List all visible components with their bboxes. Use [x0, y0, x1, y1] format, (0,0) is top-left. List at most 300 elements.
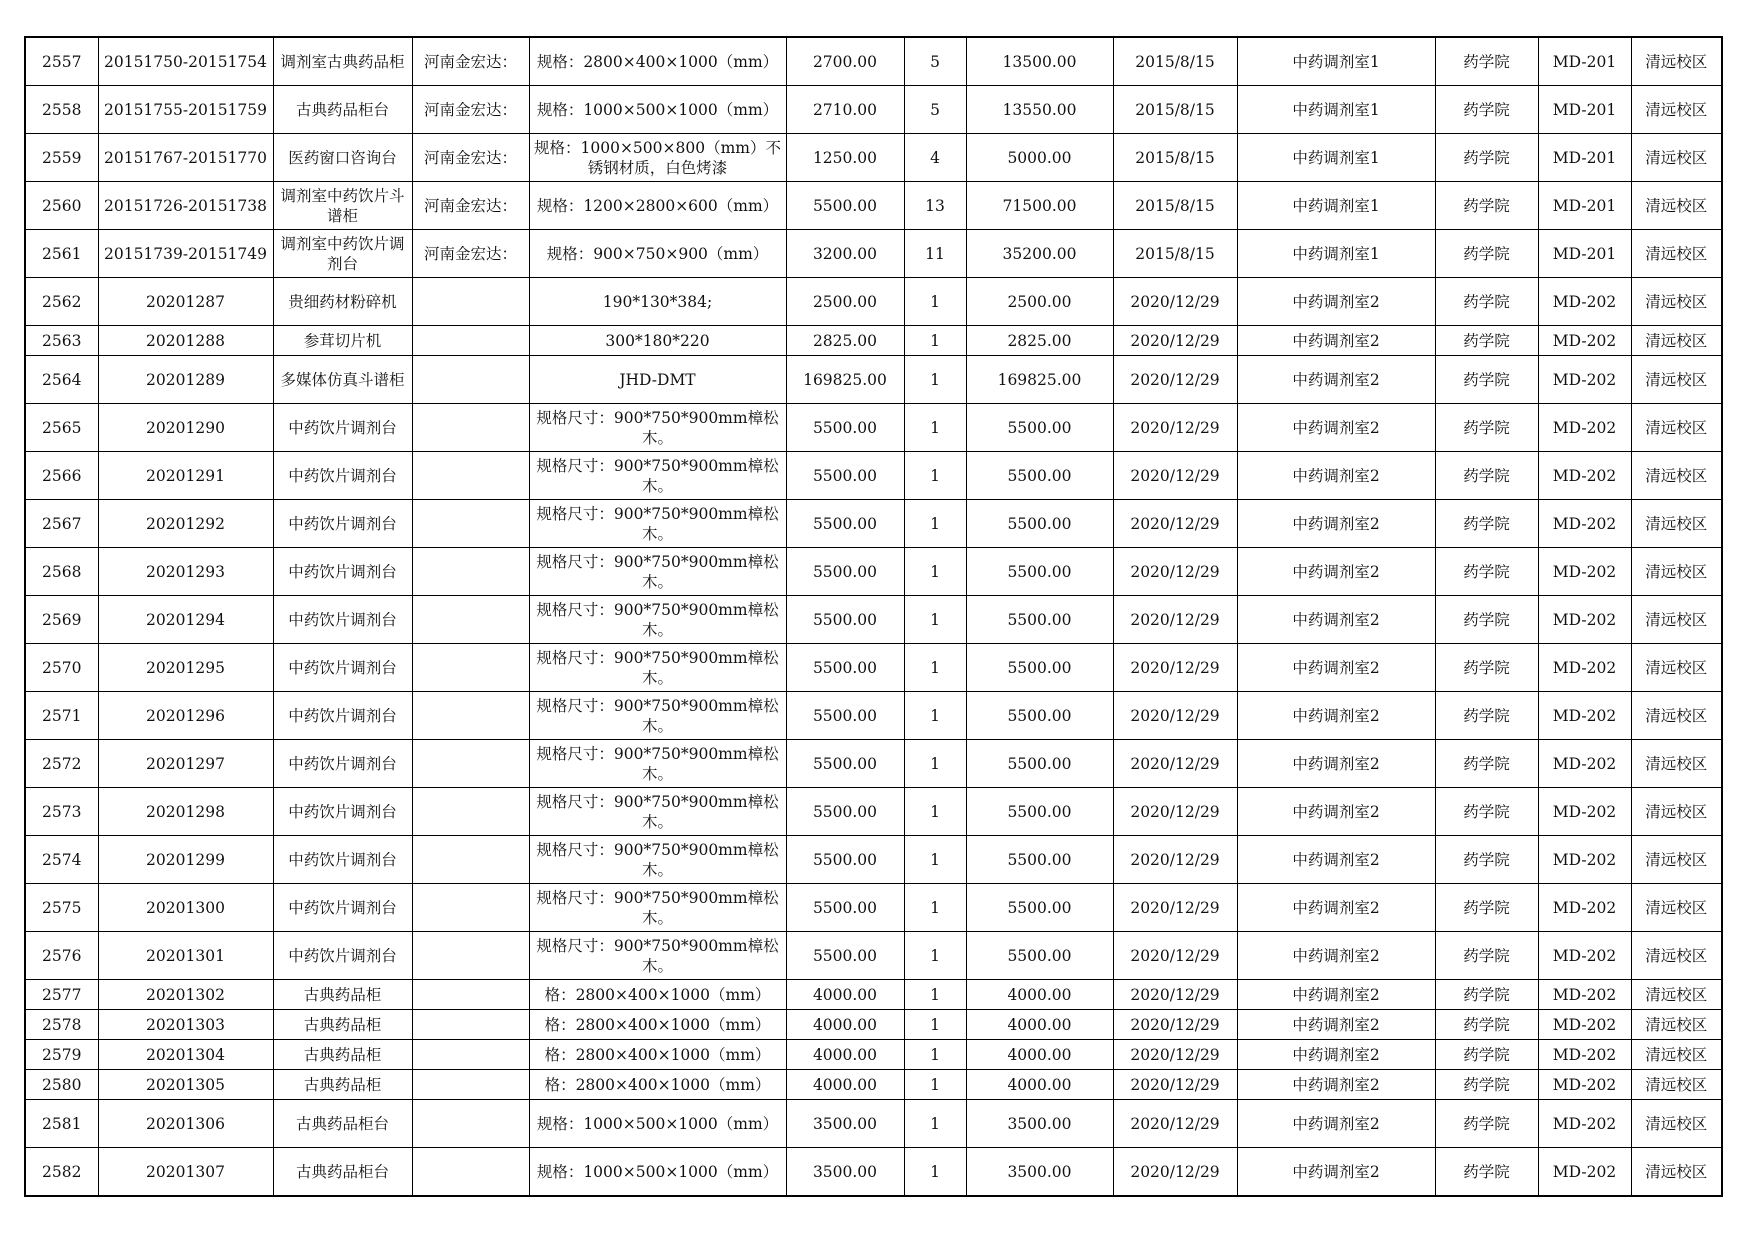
purchase-date-cell: 2015/8/15 — [1113, 182, 1237, 230]
unit-price-cell: 4000.00 — [786, 1070, 904, 1100]
campus-cell: 清远校区 — [1631, 1148, 1722, 1197]
unit-price-cell: 5500.00 — [786, 788, 904, 836]
vendor-cell — [412, 1148, 529, 1197]
amount-cell: 3500.00 — [966, 1100, 1113, 1148]
department-cell: 药学院 — [1435, 1100, 1538, 1148]
spec-cell: 190*130*384; — [529, 278, 786, 326]
vendor-cell: 河南金宏达： — [412, 86, 529, 134]
vendor-cell — [412, 278, 529, 326]
amount-cell: 5500.00 — [966, 500, 1113, 548]
campus-cell: 清远校区 — [1631, 356, 1722, 404]
department-cell: 药学院 — [1435, 500, 1538, 548]
item-name-cell: 中药饮片调剂台 — [273, 404, 412, 452]
location-cell: 中药调剂室1 — [1237, 230, 1435, 278]
campus-cell: 清远校区 — [1631, 37, 1722, 86]
amount-cell: 5500.00 — [966, 692, 1113, 740]
table-row — [25, 1100, 1722, 1148]
room-code-cell: MD-202 — [1538, 356, 1631, 404]
amount-cell: 13500.00 — [966, 37, 1113, 86]
room-code-cell: MD-202 — [1538, 1070, 1631, 1100]
spec-cell: 规格尺寸：900*750*900mm樟松木。 — [529, 932, 786, 980]
location-cell: 中药调剂室2 — [1237, 548, 1435, 596]
campus-cell: 清远校区 — [1631, 86, 1722, 134]
campus-cell: 清远校区 — [1631, 404, 1722, 452]
unit-price-cell: 2825.00 — [786, 326, 904, 356]
vendor-cell — [412, 500, 529, 548]
amount-cell: 5500.00 — [966, 644, 1113, 692]
vendor-cell — [412, 1010, 529, 1040]
quantity-cell: 1 — [904, 980, 966, 1010]
location-cell: 中药调剂室2 — [1237, 1040, 1435, 1070]
department-cell: 药学院 — [1435, 836, 1538, 884]
unit-price-cell: 3500.00 — [786, 1100, 904, 1148]
asset-sheet — [24, 36, 1721, 1197]
campus-cell: 清远校区 — [1631, 1070, 1722, 1100]
campus-cell: 清远校区 — [1631, 596, 1722, 644]
unit-price-cell: 5500.00 — [786, 932, 904, 980]
purchase-date-cell: 2020/12/29 — [1113, 932, 1237, 980]
unit-price-cell: 5500.00 — [786, 692, 904, 740]
department-cell: 药学院 — [1435, 884, 1538, 932]
department-cell: 药学院 — [1435, 548, 1538, 596]
room-code-cell: MD-202 — [1538, 452, 1631, 500]
seq-cell: 2578 — [25, 1010, 98, 1040]
vendor-cell — [412, 326, 529, 356]
quantity-cell: 1 — [904, 278, 966, 326]
seq-cell: 2560 — [25, 182, 98, 230]
item-name-cell: 古典药品柜 — [273, 1040, 412, 1070]
vendor-cell — [412, 692, 529, 740]
asset-code-cell: 20151739-20151749 — [98, 230, 273, 278]
vendor-cell — [412, 1070, 529, 1100]
purchase-date-cell: 2020/12/29 — [1113, 1100, 1237, 1148]
unit-price-cell: 169825.00 — [786, 356, 904, 404]
unit-price-cell: 1250.00 — [786, 134, 904, 182]
location-cell: 中药调剂室1 — [1237, 182, 1435, 230]
seq-cell: 2577 — [25, 980, 98, 1010]
spec-cell: 格：2800×400×1000（mm） — [529, 1010, 786, 1040]
vendor-cell — [412, 596, 529, 644]
quantity-cell: 5 — [904, 86, 966, 134]
asset-code-cell: 20201301 — [98, 932, 273, 980]
campus-cell: 清远校区 — [1631, 1100, 1722, 1148]
amount-cell: 5500.00 — [966, 452, 1113, 500]
seq-cell: 2564 — [25, 356, 98, 404]
amount-cell: 4000.00 — [966, 1040, 1113, 1070]
item-name-cell: 调剂室古典药品柜 — [273, 37, 412, 86]
item-name-cell: 中药饮片调剂台 — [273, 644, 412, 692]
item-name-cell: 多媒体仿真斗谱柜 — [273, 356, 412, 404]
asset-code-cell: 20151755-20151759 — [98, 86, 273, 134]
seq-cell: 2558 — [25, 86, 98, 134]
unit-price-cell: 5500.00 — [786, 500, 904, 548]
spec-cell: 规格：900×750×900（mm） — [529, 230, 786, 278]
purchase-date-cell: 2020/12/29 — [1113, 404, 1237, 452]
room-code-cell: MD-202 — [1538, 596, 1631, 644]
department-cell: 药学院 — [1435, 356, 1538, 404]
room-code-cell: MD-202 — [1538, 644, 1631, 692]
asset-code-cell: 20201299 — [98, 836, 273, 884]
seq-cell: 2561 — [25, 230, 98, 278]
seq-cell: 2572 — [25, 740, 98, 788]
purchase-date-cell: 2020/12/29 — [1113, 836, 1237, 884]
table-row — [25, 1148, 1722, 1197]
quantity-cell: 1 — [904, 452, 966, 500]
spec-cell: 300*180*220 — [529, 326, 786, 356]
vendor-cell — [412, 644, 529, 692]
table-row — [25, 884, 1722, 932]
room-code-cell: MD-202 — [1538, 884, 1631, 932]
table-row — [25, 836, 1722, 884]
asset-code-cell: 20201298 — [98, 788, 273, 836]
location-cell: 中药调剂室2 — [1237, 596, 1435, 644]
purchase-date-cell: 2020/12/29 — [1113, 1040, 1237, 1070]
quantity-cell: 1 — [904, 1010, 966, 1040]
unit-price-cell: 5500.00 — [786, 548, 904, 596]
item-name-cell: 贵细药材粉碎机 — [273, 278, 412, 326]
amount-cell: 2825.00 — [966, 326, 1113, 356]
room-code-cell: MD-201 — [1538, 182, 1631, 230]
purchase-date-cell: 2020/12/29 — [1113, 1010, 1237, 1040]
room-code-cell: MD-202 — [1538, 1010, 1631, 1040]
location-cell: 中药调剂室2 — [1237, 644, 1435, 692]
spec-cell: 规格尺寸：900*750*900mm樟松木。 — [529, 884, 786, 932]
item-name-cell: 中药饮片调剂台 — [273, 740, 412, 788]
table-row — [25, 182, 1722, 230]
room-code-cell: MD-202 — [1538, 836, 1631, 884]
purchase-date-cell: 2015/8/15 — [1113, 134, 1237, 182]
seq-cell: 2580 — [25, 1070, 98, 1100]
table-row — [25, 740, 1722, 788]
location-cell: 中药调剂室2 — [1237, 1010, 1435, 1040]
vendor-cell — [412, 1040, 529, 1070]
unit-price-cell: 5500.00 — [786, 884, 904, 932]
seq-cell: 2575 — [25, 884, 98, 932]
location-cell: 中药调剂室2 — [1237, 692, 1435, 740]
asset-code-cell: 20201300 — [98, 884, 273, 932]
item-name-cell: 参茸切片机 — [273, 326, 412, 356]
room-code-cell: MD-202 — [1538, 278, 1631, 326]
vendor-cell — [412, 740, 529, 788]
seq-cell: 2568 — [25, 548, 98, 596]
location-cell: 中药调剂室1 — [1237, 37, 1435, 86]
asset-code-cell: 20201302 — [98, 980, 273, 1010]
item-name-cell: 中药饮片调剂台 — [273, 836, 412, 884]
department-cell: 药学院 — [1435, 644, 1538, 692]
seq-cell: 2571 — [25, 692, 98, 740]
asset-code-cell: 20201304 — [98, 1040, 273, 1070]
vendor-cell — [412, 452, 529, 500]
amount-cell: 4000.00 — [966, 980, 1113, 1010]
department-cell: 药学院 — [1435, 1148, 1538, 1197]
amount-cell: 5000.00 — [966, 134, 1113, 182]
spec-cell: 格：2800×400×1000（mm） — [529, 1070, 786, 1100]
room-code-cell: MD-202 — [1538, 404, 1631, 452]
asset-code-cell: 20201289 — [98, 356, 273, 404]
item-name-cell: 中药饮片调剂台 — [273, 884, 412, 932]
location-cell: 中药调剂室2 — [1237, 278, 1435, 326]
purchase-date-cell: 2020/12/29 — [1113, 1070, 1237, 1100]
location-cell: 中药调剂室2 — [1237, 884, 1435, 932]
asset-code-cell: 20201297 — [98, 740, 273, 788]
location-cell: 中药调剂室2 — [1237, 1100, 1435, 1148]
department-cell: 药学院 — [1435, 980, 1538, 1010]
spec-cell: 规格：1000×500×1000（mm） — [529, 86, 786, 134]
asset-code-cell: 20201291 — [98, 452, 273, 500]
amount-cell: 5500.00 — [966, 740, 1113, 788]
seq-cell: 2566 — [25, 452, 98, 500]
seq-cell: 2559 — [25, 134, 98, 182]
asset-code-cell: 20151750-20151754 — [98, 37, 273, 86]
room-code-cell: MD-202 — [1538, 740, 1631, 788]
table-row — [25, 1010, 1722, 1040]
seq-cell: 2574 — [25, 836, 98, 884]
spec-cell: 规格：2800×400×1000（mm） — [529, 37, 786, 86]
purchase-date-cell: 2020/12/29 — [1113, 980, 1237, 1010]
vendor-cell — [412, 356, 529, 404]
department-cell: 药学院 — [1435, 182, 1538, 230]
quantity-cell: 1 — [904, 1100, 966, 1148]
department-cell: 药学院 — [1435, 788, 1538, 836]
spec-cell: 规格尺寸：900*750*900mm樟松木。 — [529, 500, 786, 548]
asset-code-cell: 20201303 — [98, 1010, 273, 1040]
room-code-cell: MD-201 — [1538, 86, 1631, 134]
location-cell: 中药调剂室2 — [1237, 1070, 1435, 1100]
asset-code-cell: 20201296 — [98, 692, 273, 740]
department-cell: 药学院 — [1435, 37, 1538, 86]
asset-code-cell: 20201290 — [98, 404, 273, 452]
quantity-cell: 1 — [904, 740, 966, 788]
purchase-date-cell: 2020/12/29 — [1113, 740, 1237, 788]
quantity-cell: 1 — [904, 548, 966, 596]
location-cell: 中药调剂室2 — [1237, 500, 1435, 548]
location-cell: 中药调剂室2 — [1237, 740, 1435, 788]
asset-table — [24, 36, 1723, 1197]
unit-price-cell: 4000.00 — [786, 1040, 904, 1070]
department-cell: 药学院 — [1435, 1010, 1538, 1040]
purchase-date-cell: 2020/12/29 — [1113, 884, 1237, 932]
spec-cell: 规格：1000×500×1000（mm） — [529, 1148, 786, 1197]
department-cell: 药学院 — [1435, 932, 1538, 980]
unit-price-cell: 3500.00 — [786, 1148, 904, 1197]
quantity-cell: 1 — [904, 500, 966, 548]
campus-cell: 清远校区 — [1631, 1040, 1722, 1070]
item-name-cell: 中药饮片调剂台 — [273, 452, 412, 500]
unit-price-cell: 4000.00 — [786, 980, 904, 1010]
item-name-cell: 古典药品柜 — [273, 1070, 412, 1100]
amount-cell: 169825.00 — [966, 356, 1113, 404]
campus-cell: 清远校区 — [1631, 500, 1722, 548]
room-code-cell: MD-202 — [1538, 788, 1631, 836]
department-cell: 药学院 — [1435, 86, 1538, 134]
item-name-cell: 中药饮片调剂台 — [273, 788, 412, 836]
campus-cell: 清远校区 — [1631, 326, 1722, 356]
campus-cell: 清远校区 — [1631, 932, 1722, 980]
location-cell: 中药调剂室2 — [1237, 980, 1435, 1010]
room-code-cell: MD-202 — [1538, 326, 1631, 356]
quantity-cell: 1 — [904, 1070, 966, 1100]
campus-cell: 清远校区 — [1631, 548, 1722, 596]
campus-cell: 清远校区 — [1631, 278, 1722, 326]
amount-cell: 13550.00 — [966, 86, 1113, 134]
table-row — [25, 1040, 1722, 1070]
spec-cell: 格：2800×400×1000（mm） — [529, 980, 786, 1010]
department-cell: 药学院 — [1435, 1040, 1538, 1070]
vendor-cell — [412, 404, 529, 452]
seq-cell: 2563 — [25, 326, 98, 356]
asset-code-cell: 20201292 — [98, 500, 273, 548]
campus-cell: 清远校区 — [1631, 452, 1722, 500]
location-cell: 中药调剂室2 — [1237, 326, 1435, 356]
vendor-cell: 河南金宏达： — [412, 182, 529, 230]
department-cell: 药学院 — [1435, 230, 1538, 278]
item-name-cell: 中药饮片调剂台 — [273, 932, 412, 980]
department-cell: 药学院 — [1435, 596, 1538, 644]
amount-cell: 5500.00 — [966, 932, 1113, 980]
unit-price-cell: 5500.00 — [786, 404, 904, 452]
table-row — [25, 404, 1722, 452]
purchase-date-cell: 2020/12/29 — [1113, 278, 1237, 326]
item-name-cell: 中药饮片调剂台 — [273, 596, 412, 644]
unit-price-cell: 2710.00 — [786, 86, 904, 134]
unit-price-cell: 3200.00 — [786, 230, 904, 278]
table-row — [25, 596, 1722, 644]
department-cell: 药学院 — [1435, 1070, 1538, 1100]
location-cell: 中药调剂室2 — [1237, 932, 1435, 980]
unit-price-cell: 5500.00 — [786, 644, 904, 692]
table-body — [25, 37, 1722, 1196]
campus-cell: 清远校区 — [1631, 1010, 1722, 1040]
campus-cell: 清远校区 — [1631, 884, 1722, 932]
campus-cell: 清远校区 — [1631, 788, 1722, 836]
campus-cell: 清远校区 — [1631, 182, 1722, 230]
item-name-cell: 古典药品柜台 — [273, 86, 412, 134]
amount-cell: 4000.00 — [966, 1010, 1113, 1040]
table-row — [25, 278, 1722, 326]
amount-cell: 5500.00 — [966, 548, 1113, 596]
table-row — [25, 37, 1722, 86]
seq-cell: 2562 — [25, 278, 98, 326]
amount-cell: 4000.00 — [966, 1070, 1113, 1100]
purchase-date-cell: 2020/12/29 — [1113, 452, 1237, 500]
asset-code-cell: 20201294 — [98, 596, 273, 644]
amount-cell: 5500.00 — [966, 836, 1113, 884]
location-cell: 中药调剂室2 — [1237, 452, 1435, 500]
seq-cell: 2557 — [25, 37, 98, 86]
campus-cell: 清远校区 — [1631, 980, 1722, 1010]
spec-cell: 规格：1200×2800×600（mm） — [529, 182, 786, 230]
asset-code-cell: 20201307 — [98, 1148, 273, 1197]
seq-cell: 2581 — [25, 1100, 98, 1148]
location-cell: 中药调剂室2 — [1237, 1148, 1435, 1197]
spec-cell: 格：2800×400×1000（mm） — [529, 1040, 786, 1070]
quantity-cell: 1 — [904, 1148, 966, 1197]
unit-price-cell: 5500.00 — [786, 182, 904, 230]
item-name-cell: 中药饮片调剂台 — [273, 692, 412, 740]
room-code-cell: MD-201 — [1538, 134, 1631, 182]
amount-cell: 2500.00 — [966, 278, 1113, 326]
vendor-cell: 河南金宏达： — [412, 230, 529, 278]
quantity-cell: 1 — [904, 404, 966, 452]
seq-cell: 2573 — [25, 788, 98, 836]
asset-code-cell: 20201305 — [98, 1070, 273, 1100]
item-name-cell: 医药窗口咨询台 — [273, 134, 412, 182]
room-code-cell: MD-202 — [1538, 1148, 1631, 1197]
vendor-cell — [412, 932, 529, 980]
quantity-cell: 11 — [904, 230, 966, 278]
department-cell: 药学院 — [1435, 740, 1538, 788]
quantity-cell: 1 — [904, 932, 966, 980]
quantity-cell: 1 — [904, 788, 966, 836]
item-name-cell: 中药饮片调剂台 — [273, 500, 412, 548]
item-name-cell: 古典药品柜 — [273, 980, 412, 1010]
quantity-cell: 1 — [904, 596, 966, 644]
unit-price-cell: 5500.00 — [786, 596, 904, 644]
amount-cell: 35200.00 — [966, 230, 1113, 278]
amount-cell: 5500.00 — [966, 596, 1113, 644]
purchase-date-cell: 2020/12/29 — [1113, 596, 1237, 644]
location-cell: 中药调剂室2 — [1237, 788, 1435, 836]
quantity-cell: 1 — [904, 692, 966, 740]
vendor-cell: 河南金宏达： — [412, 37, 529, 86]
spec-cell: 规格尺寸：900*750*900mm樟松木。 — [529, 788, 786, 836]
seq-cell: 2567 — [25, 500, 98, 548]
spec-cell: 规格尺寸：900*750*900mm樟松木。 — [529, 548, 786, 596]
purchase-date-cell: 2020/12/29 — [1113, 326, 1237, 356]
spec-cell: JHD-DMT — [529, 356, 786, 404]
unit-price-cell: 2700.00 — [786, 37, 904, 86]
table-row — [25, 932, 1722, 980]
amount-cell: 5500.00 — [966, 884, 1113, 932]
campus-cell: 清远校区 — [1631, 134, 1722, 182]
campus-cell: 清远校区 — [1631, 740, 1722, 788]
spec-cell: 规格：1000×500×1000（mm） — [529, 1100, 786, 1148]
room-code-cell: MD-202 — [1538, 1040, 1631, 1070]
asset-code-cell: 20201287 — [98, 278, 273, 326]
table-row — [25, 86, 1722, 134]
seq-cell: 2579 — [25, 1040, 98, 1070]
unit-price-cell: 5500.00 — [786, 740, 904, 788]
item-name-cell: 古典药品柜台 — [273, 1148, 412, 1197]
location-cell: 中药调剂室1 — [1237, 86, 1435, 134]
table-row — [25, 788, 1722, 836]
quantity-cell: 1 — [904, 1040, 966, 1070]
quantity-cell: 1 — [904, 884, 966, 932]
campus-cell: 清远校区 — [1631, 644, 1722, 692]
vendor-cell — [412, 884, 529, 932]
department-cell: 药学院 — [1435, 326, 1538, 356]
table-row — [25, 452, 1722, 500]
location-cell: 中药调剂室2 — [1237, 404, 1435, 452]
quantity-cell: 1 — [904, 836, 966, 884]
vendor-cell — [412, 980, 529, 1010]
item-name-cell: 古典药品柜 — [273, 1010, 412, 1040]
table-row — [25, 692, 1722, 740]
location-cell: 中药调剂室2 — [1237, 836, 1435, 884]
amount-cell: 5500.00 — [966, 788, 1113, 836]
unit-price-cell: 2500.00 — [786, 278, 904, 326]
unit-price-cell: 5500.00 — [786, 452, 904, 500]
spec-cell: 规格尺寸：900*750*900mm樟松木。 — [529, 692, 786, 740]
asset-code-cell: 20201293 — [98, 548, 273, 596]
spec-cell: 规格尺寸：900*750*900mm樟松木。 — [529, 836, 786, 884]
location-cell: 中药调剂室1 — [1237, 134, 1435, 182]
seq-cell: 2569 — [25, 596, 98, 644]
room-code-cell: MD-202 — [1538, 500, 1631, 548]
purchase-date-cell: 2020/12/29 — [1113, 1148, 1237, 1197]
amount-cell: 3500.00 — [966, 1148, 1113, 1197]
spec-cell: 规格尺寸：900*750*900mm樟松木。 — [529, 404, 786, 452]
